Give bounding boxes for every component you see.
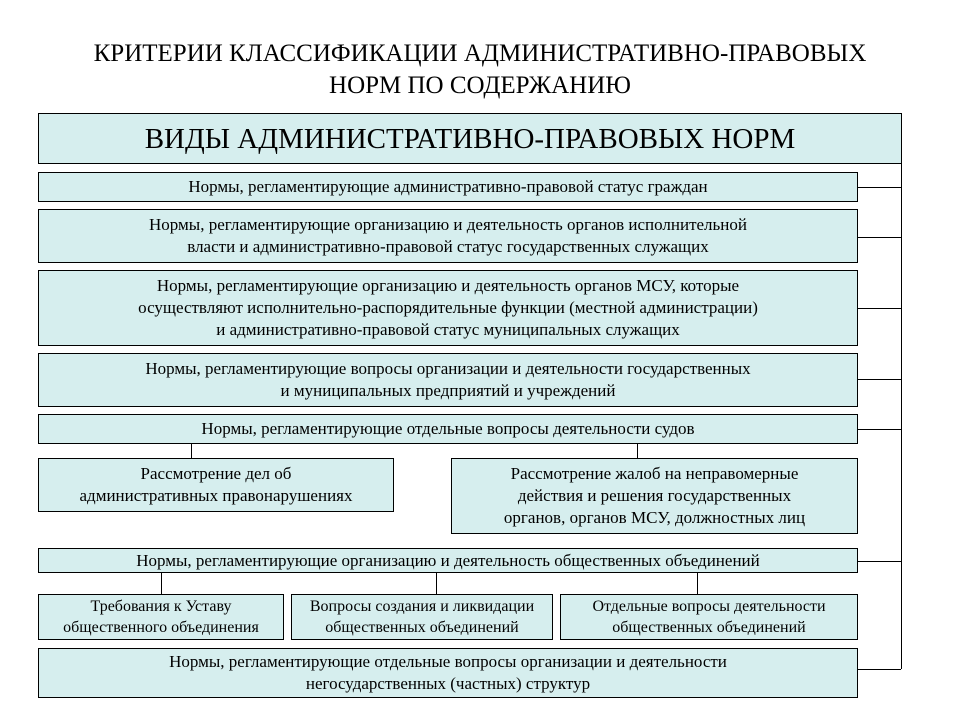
connector-to-norm-2: [857, 237, 901, 238]
page-title: [0, 38, 960, 102]
norm-text-line: Нормы, регламентирующие отдельные вопросы организации и деятельности: [169, 652, 727, 671]
connector-assoc-left: [161, 572, 162, 594]
box-text-line: общественного объединения: [63, 619, 259, 636]
courts-administrative-offenses: [38, 458, 394, 512]
connector-to-norm-3: [857, 308, 901, 309]
norm-text-line: Нормы, регламентирующие организацию и деятельность органов исполнительной: [149, 215, 747, 234]
norm-text-line: Нормы, регламентирующие организацию и деятельность общественных объединений: [136, 550, 760, 570]
norm-text-line: власти и административно-правовой статус государственных служащих: [187, 237, 709, 256]
norm-types-header: [38, 113, 902, 164]
box-text-line: Рассмотрение жалоб на неправомерные: [510, 464, 799, 483]
norm-citizens-status: [38, 172, 858, 202]
norm-executive-bodies: [38, 209, 858, 263]
box-text-line: Рассмотрение дел об: [140, 464, 292, 483]
assoc-creation-liquidation: [291, 594, 553, 640]
norm-public-associations: [38, 548, 858, 573]
courts-complaints: [451, 458, 858, 534]
norm-local-government: [38, 270, 858, 346]
page-title-line-1: КРИТЕРИИ КЛАССИФИКАЦИИ АДМИНИСТРАТИВНО-ПРАВОВЫХ: [93, 40, 867, 67]
norm-types-header-text: ВИДЫ АДМИНИСТРАТИВНО-ПРАВОВЫХ НОРМ: [144, 122, 796, 155]
connector-bracket-vertical: [901, 163, 902, 669]
connector-to-norm-1: [857, 187, 901, 188]
norm-text-line: и административно-правовой статус муниципальных служащих: [216, 320, 680, 339]
norm-private-structures: [38, 648, 858, 698]
norm-text-line: негосударственных (частных) структур: [305, 674, 591, 693]
box-text-line: общественных объединений: [612, 619, 806, 636]
page-title-line-2: НОРМ ПО СОДЕРЖАНИЮ: [329, 72, 631, 99]
connector-to-norm-5: [857, 429, 901, 430]
connector-courts-right: [637, 443, 638, 458]
norm-text-line: и муниципальных предприятий и учреждений: [280, 381, 616, 400]
assoc-charter-requirements: [38, 594, 284, 640]
norm-text-line: Нормы, регламентирующие административно-правовой статус граждан: [188, 177, 708, 196]
box-text-line: Отдельные вопросы деятельности: [592, 598, 826, 615]
connector-courts-left: [191, 443, 192, 458]
norm-text-line: осуществляют исполнительно-распорядительные функции (местной администрации): [138, 298, 758, 317]
connector-to-norm-6: [857, 561, 901, 562]
connector-to-norm-7: [857, 669, 901, 670]
box-text-line: административных правонарушениях: [79, 486, 353, 505]
norm-text-line: Нормы, регламентирующие организацию и деятельность органов МСУ, которые: [156, 276, 740, 295]
box-text-line: органов, органов МСУ, должностных лиц: [503, 508, 806, 527]
norm-text-line: Нормы, регламентирующие отдельные вопросы деятельности судов: [201, 419, 695, 438]
norm-text-line: Нормы, регламентирующие вопросы организации и деятельности государственных: [145, 359, 751, 378]
box-text-line: Вопросы создания и ликвидации: [309, 598, 535, 615]
box-text-line: Требования к Уставу: [90, 598, 232, 615]
assoc-activity-questions: [560, 594, 858, 640]
box-text-line: действия и решения государственных: [517, 486, 792, 505]
connector-to-norm-4: [857, 379, 901, 380]
norm-enterprises: [38, 353, 858, 407]
connector-assoc-middle: [436, 572, 437, 594]
norm-courts: [38, 414, 858, 444]
connector-assoc-right: [697, 572, 698, 594]
box-text-line: общественных объединений: [325, 619, 519, 636]
